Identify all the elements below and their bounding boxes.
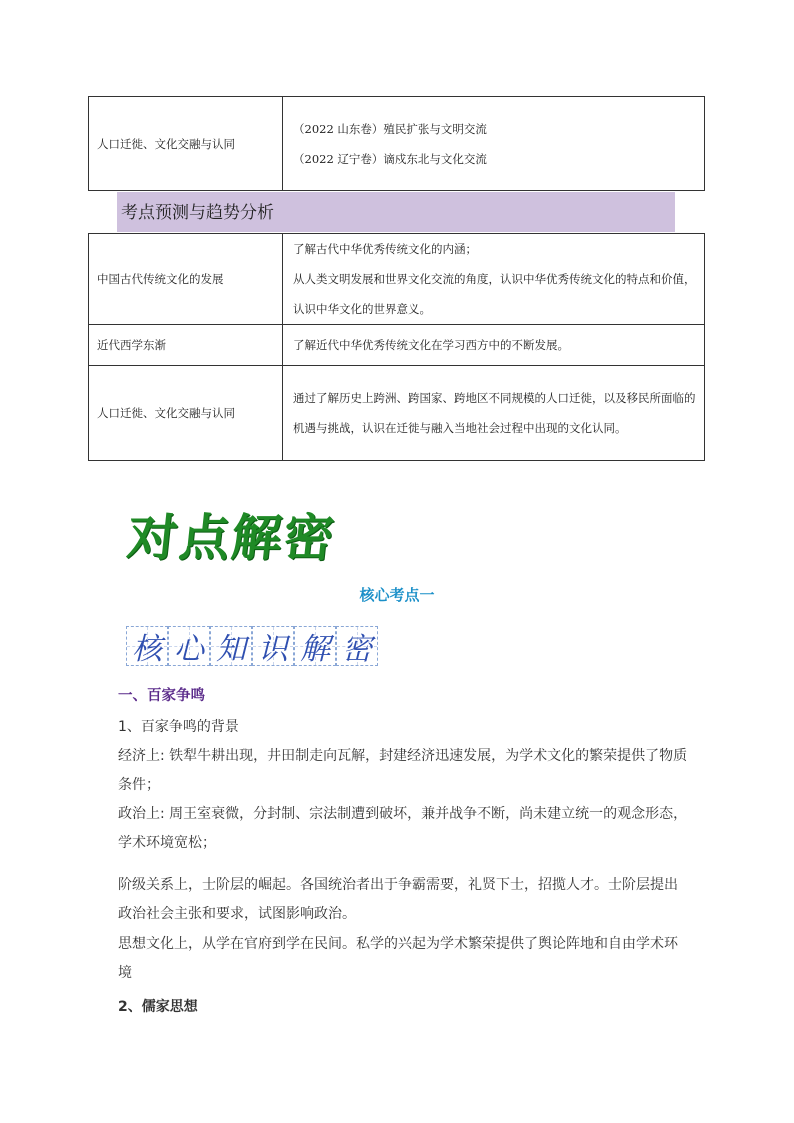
table-row xyxy=(89,325,705,366)
grid-char: 知 xyxy=(210,626,252,666)
table-cell-topic: 人口迁徙、文化交融与认同 xyxy=(89,366,283,461)
table-cell-desc xyxy=(283,366,705,461)
paragraph: 经济上: 铁犁牛耕出现，井田制走向瓦解，封建经济迅速发展，为学术文化的繁荣提供了物质条件； xyxy=(118,748,688,793)
section-banner: 考点预测与趋势分析 xyxy=(117,192,675,232)
paragraph: 阶级关系上，士阶层的崛起。各国统治者出于争霸需要，礼贤下士，招揽人才。士阶层提出政治社会主张和要求，试图影响政治。 xyxy=(118,877,678,922)
heading-level-1: 一、百家争鸣 xyxy=(118,688,205,704)
grid-char: 心 xyxy=(168,626,210,666)
grid-char: 核 xyxy=(126,626,168,666)
paragraph: 政治上: 周王室衰微，分封制、宗法制遭到破坏，兼并战争不断，尚未建立统一的观念形态，学术环境宽松； xyxy=(118,806,688,851)
subheading: 2、儒家思想 xyxy=(118,999,198,1015)
table-cell-desc xyxy=(283,234,705,325)
table-cell-topic: 人口迁徙、文化交融与认同 xyxy=(89,97,283,191)
table-row xyxy=(89,366,705,461)
grid-char: 识 xyxy=(252,626,294,666)
desc-line: 了解近代中华优秀传统文化在学习西方中的不断发展。 xyxy=(293,338,569,352)
desc-line: 从人类文明发展和世界文化交流的角度，认识中华优秀传统文化的特点和价值，认识中华文化的世界意义。 xyxy=(293,272,696,316)
table-cell-exams xyxy=(283,97,705,191)
subheading: 1、百家争鸣的背景 xyxy=(118,719,239,735)
section-heading: 核心考点一 xyxy=(359,586,435,604)
table-cell-topic: 中国古代传统文化的发展 xyxy=(89,234,283,325)
desc-line: 了解古代中华优秀传统文化的内涵； xyxy=(293,242,477,256)
grid-char: 密 xyxy=(336,626,378,666)
table-row xyxy=(89,234,705,325)
exam-line: （2022 辽宁卷）谪戍东北与文化交流 xyxy=(293,151,487,166)
exam-line: （2022 山东卷）殖民扩张与文明交流 xyxy=(293,121,487,136)
grid-title xyxy=(126,626,378,666)
decorative-title: 对点解密 xyxy=(124,509,339,567)
table-cell-topic: 近代西学东渐 xyxy=(89,325,283,366)
paragraph: 思想文化上，从学在官府到学在民间。私学的兴起为学术繁荣提供了舆论阵地和自由学术环境 xyxy=(118,936,678,981)
desc-line: 通过了解历史上跨洲、跨国家、跨地区不同规模的人口迁徙，以及移民所面临的机遇与挑战，认识在迁徙与融入当地社会过程中出现的文化认同。 xyxy=(293,391,696,435)
forecast-table xyxy=(88,233,705,461)
table-cell-desc xyxy=(283,325,705,366)
grid-char: 解 xyxy=(294,626,336,666)
exam-table xyxy=(88,96,705,191)
